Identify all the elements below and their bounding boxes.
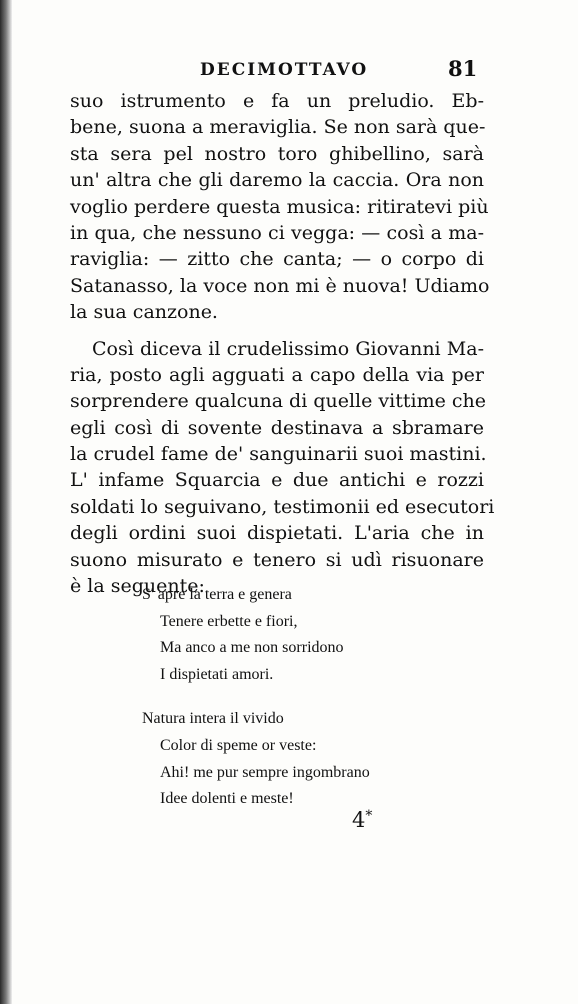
page-binding-edge	[0, 0, 12, 1004]
prose-line: soldati lo seguivano, testimonii ed esecutori	[70, 495, 495, 518]
prose-line: voglio perdere questa musica: ritiratevi più	[70, 195, 489, 218]
verse-line: Ma anco a me non sorridono	[160, 639, 344, 657]
page-header	[70, 56, 490, 84]
prose-line: la sua canzone.	[70, 301, 218, 324]
prose-line: egli così di sovente destinava a sbramare	[70, 416, 484, 439]
prose-line: la crudel fame de' sanguinarii suoi mastini.	[70, 443, 487, 466]
prose-line: suono misurato e tenero si udì risuonare	[70, 548, 484, 571]
paragraph-gap	[70, 326, 484, 336]
verse-line: Tenere erbette e fiori,	[160, 612, 298, 630]
prose-line: in qua, che nessuno ci vegga: — così a ma-	[70, 221, 484, 244]
prose-line: ria, posto agli agguati a capo della via per	[70, 363, 484, 386]
prose-line: sorprendere qualcuna di quelle vittime che	[70, 390, 486, 413]
prose-line: degli ordini suoi dispietati. L'aria che in	[70, 522, 484, 545]
page-number: 81	[448, 56, 478, 81]
prose-line: Così diceva il crudelissimo Giovanni Ma-	[92, 337, 484, 360]
prose-line: un' altra che gli daremo la caccia. Ora non	[70, 169, 484, 192]
stanza-2	[142, 706, 442, 812]
verse-line: Natura intera il vivido	[142, 710, 284, 728]
printer-signature-mark	[352, 808, 372, 832]
verse-line: I dispietati amori.	[160, 665, 274, 683]
prose-line: sta sera pel nostro toro ghibellino, sarà	[70, 142, 484, 165]
verse-line: Ahi! me pur sempre ingombrano	[160, 763, 370, 781]
running-head: DECIMOTTAVO	[200, 60, 369, 80]
stanza-1	[142, 582, 442, 688]
prose-line: Satanasso, la voce non mi è nuova! Udiamo	[70, 274, 490, 297]
verse-line: Color di speme or veste:	[160, 736, 317, 754]
prose-line: bene, suona a meraviglia. Se non sarà que-	[70, 116, 486, 139]
prose-line: L' infame Squarcia e due antichi e rozzi	[70, 469, 484, 492]
prose-body	[70, 88, 495, 599]
prose-line: è la seguente:	[70, 575, 205, 598]
poem	[142, 582, 442, 831]
verse-line: Idee dolenti e meste!	[160, 790, 294, 808]
verse-line: S' apre la terra e genera	[142, 586, 292, 603]
signature-number: 4	[352, 808, 366, 832]
prose-line: suo istrumento e fa un preludio. Eb-	[70, 90, 484, 112]
signature-star: *	[365, 808, 373, 824]
prose-line: raviglia: — zitto che canta; — o corpo di	[70, 248, 484, 271]
